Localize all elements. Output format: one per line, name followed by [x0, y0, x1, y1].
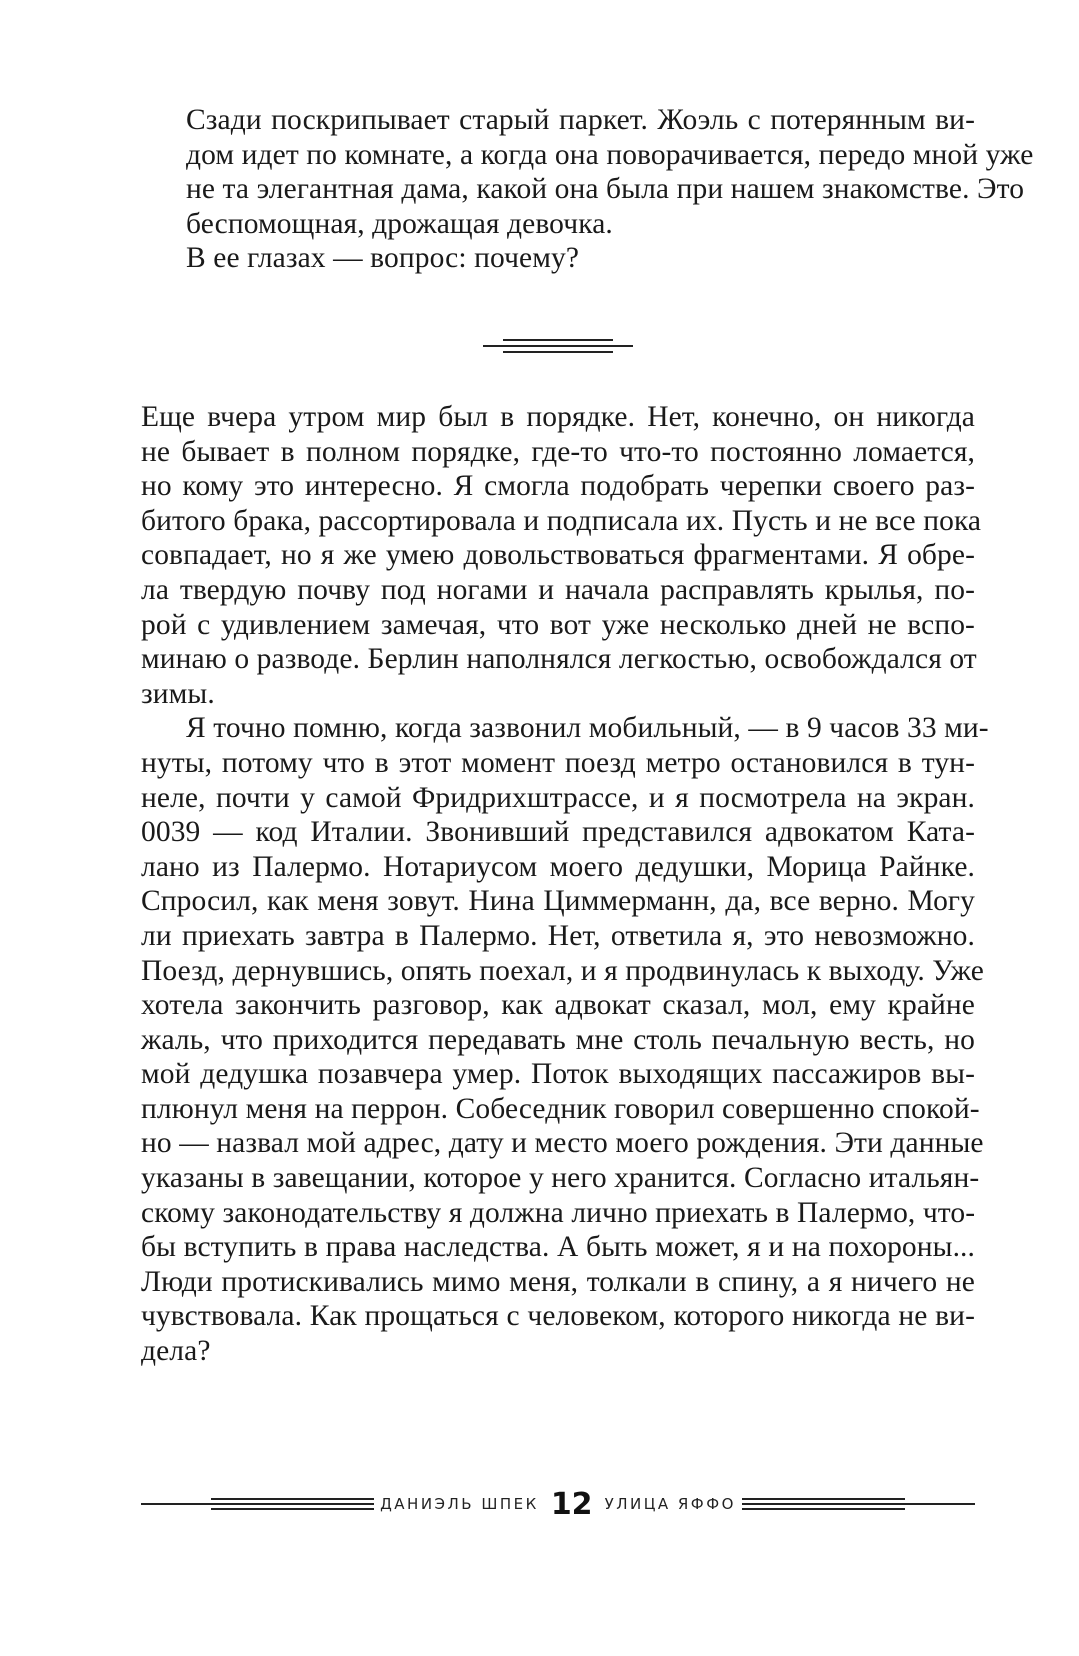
footer-author: ДАНИЭЛЬ ШПЕК — [380, 1495, 539, 1513]
text-line: бы вступить в права наследства. А быть может, я и на похороны... — [141, 1231, 975, 1264]
text-line: неле, почти у самой Фридрихштрассе, и я посмотрела на экран. — [141, 781, 975, 814]
text-line: не та элегантная дама, какой она была при нашем знакомстве. Это — [186, 173, 1025, 206]
text-line: мой дедушка позавчера умер. Поток выходящих пассажиров вы- — [141, 1058, 975, 1091]
section-divider — [483, 336, 633, 356]
text-line: минаю о разводе. Берлин наполнялся легкостью, освобождался от — [141, 643, 977, 676]
paragraph — [141, 711, 989, 1368]
paragraph — [141, 241, 975, 276]
text-line: хотела закончить разговор, как адвокат сказал, мол, ему крайне — [141, 989, 975, 1022]
text-line: указаны в завещании, которое у него хранится. Согласно итальян- — [141, 1162, 980, 1195]
text-line: беспомощная, дрожащая девочка. — [186, 207, 613, 240]
text-line: Спросил, как меня зовут. Нина Циммерманн, да, все верно. Могу — [141, 885, 975, 918]
text-line: скому законодательству я должна лично приехать в Палермо, что- — [141, 1196, 976, 1229]
text-line: не бывает в полном порядке, где-то что-то постоянно ломается, — [141, 435, 975, 468]
footer-rule-left — [141, 1497, 374, 1511]
page-number: 12 — [550, 1486, 593, 1522]
text-line: плюнул меня на перрон. Собеседник говорил совершенно спокой- — [141, 1092, 980, 1125]
text-line: лано из Палермо. Нотариусом моего дедушки, Морица Райнке. — [141, 850, 975, 883]
text-section-1 — [141, 103, 1034, 276]
text-line: Люди протискивались мимо меня, толкали в спину, а я ничего не — [141, 1265, 975, 1298]
text-line: Я точно помню, когда зазвонил мобильный, — в 9 часов 33 ми- — [186, 712, 989, 745]
text-line: дела? — [141, 1335, 211, 1368]
text-line: ли приехать завтра в Палермо. Нет, ответила я, это невозможно. — [141, 919, 975, 952]
text-line: но — назвал мой адрес, дату и место моего рождения. Эти данные — [141, 1127, 984, 1160]
paragraph — [141, 103, 1034, 241]
text-line: Сзади поскрипывает старый паркет. Жоэль с потерянным ви- — [186, 104, 975, 136]
text-line: битого брака, рассортировала и подписала их. Пусть и не все пока — [141, 504, 982, 537]
text-line: дом идет по комнате, а когда она поворачивается, передо мной уже — [186, 138, 1034, 171]
footer-rule-right — [742, 1497, 975, 1511]
text-section-2 — [141, 400, 989, 1369]
text-line: рой с удивлением замечая, что вот уже несколько дней не вспо- — [141, 608, 975, 641]
page-footer — [141, 1484, 975, 1524]
text-line: совпадает, но я же умею довольствоваться фрагментами. Я обре- — [141, 539, 975, 572]
text-line: зимы. — [141, 677, 215, 710]
text-line: ла твердую почву под ногами и начала расправлять крылья, по- — [141, 573, 975, 606]
text-line: В ее глазах — вопрос: почему? — [186, 242, 580, 275]
text-line: Поезд, дернувшись, опять поехал, и я продвинулась к выходу. Уже — [141, 954, 984, 987]
text-line: но кому это интересно. Я смогла подобрать черепки своего раз- — [141, 470, 975, 503]
text-line: 0039 — код Италии. Звонивший представился адвокатом Ката- — [141, 816, 975, 849]
text-line: чувствовала. Как прощаться с человеком, которого никогда не ви- — [141, 1300, 975, 1333]
footer-book-title: УЛИЦА ЯФФО — [604, 1495, 736, 1513]
text-line: жаль, что приходится передавать мне столь печальную весть, но — [141, 1023, 975, 1056]
text-line: нуты, потому что в этот момент поезд метро остановился в тун- — [141, 746, 975, 779]
text-line: Еще вчера утром мир был в порядке. Нет, конечно, он никогда — [141, 401, 975, 433]
paragraph — [141, 400, 982, 711]
